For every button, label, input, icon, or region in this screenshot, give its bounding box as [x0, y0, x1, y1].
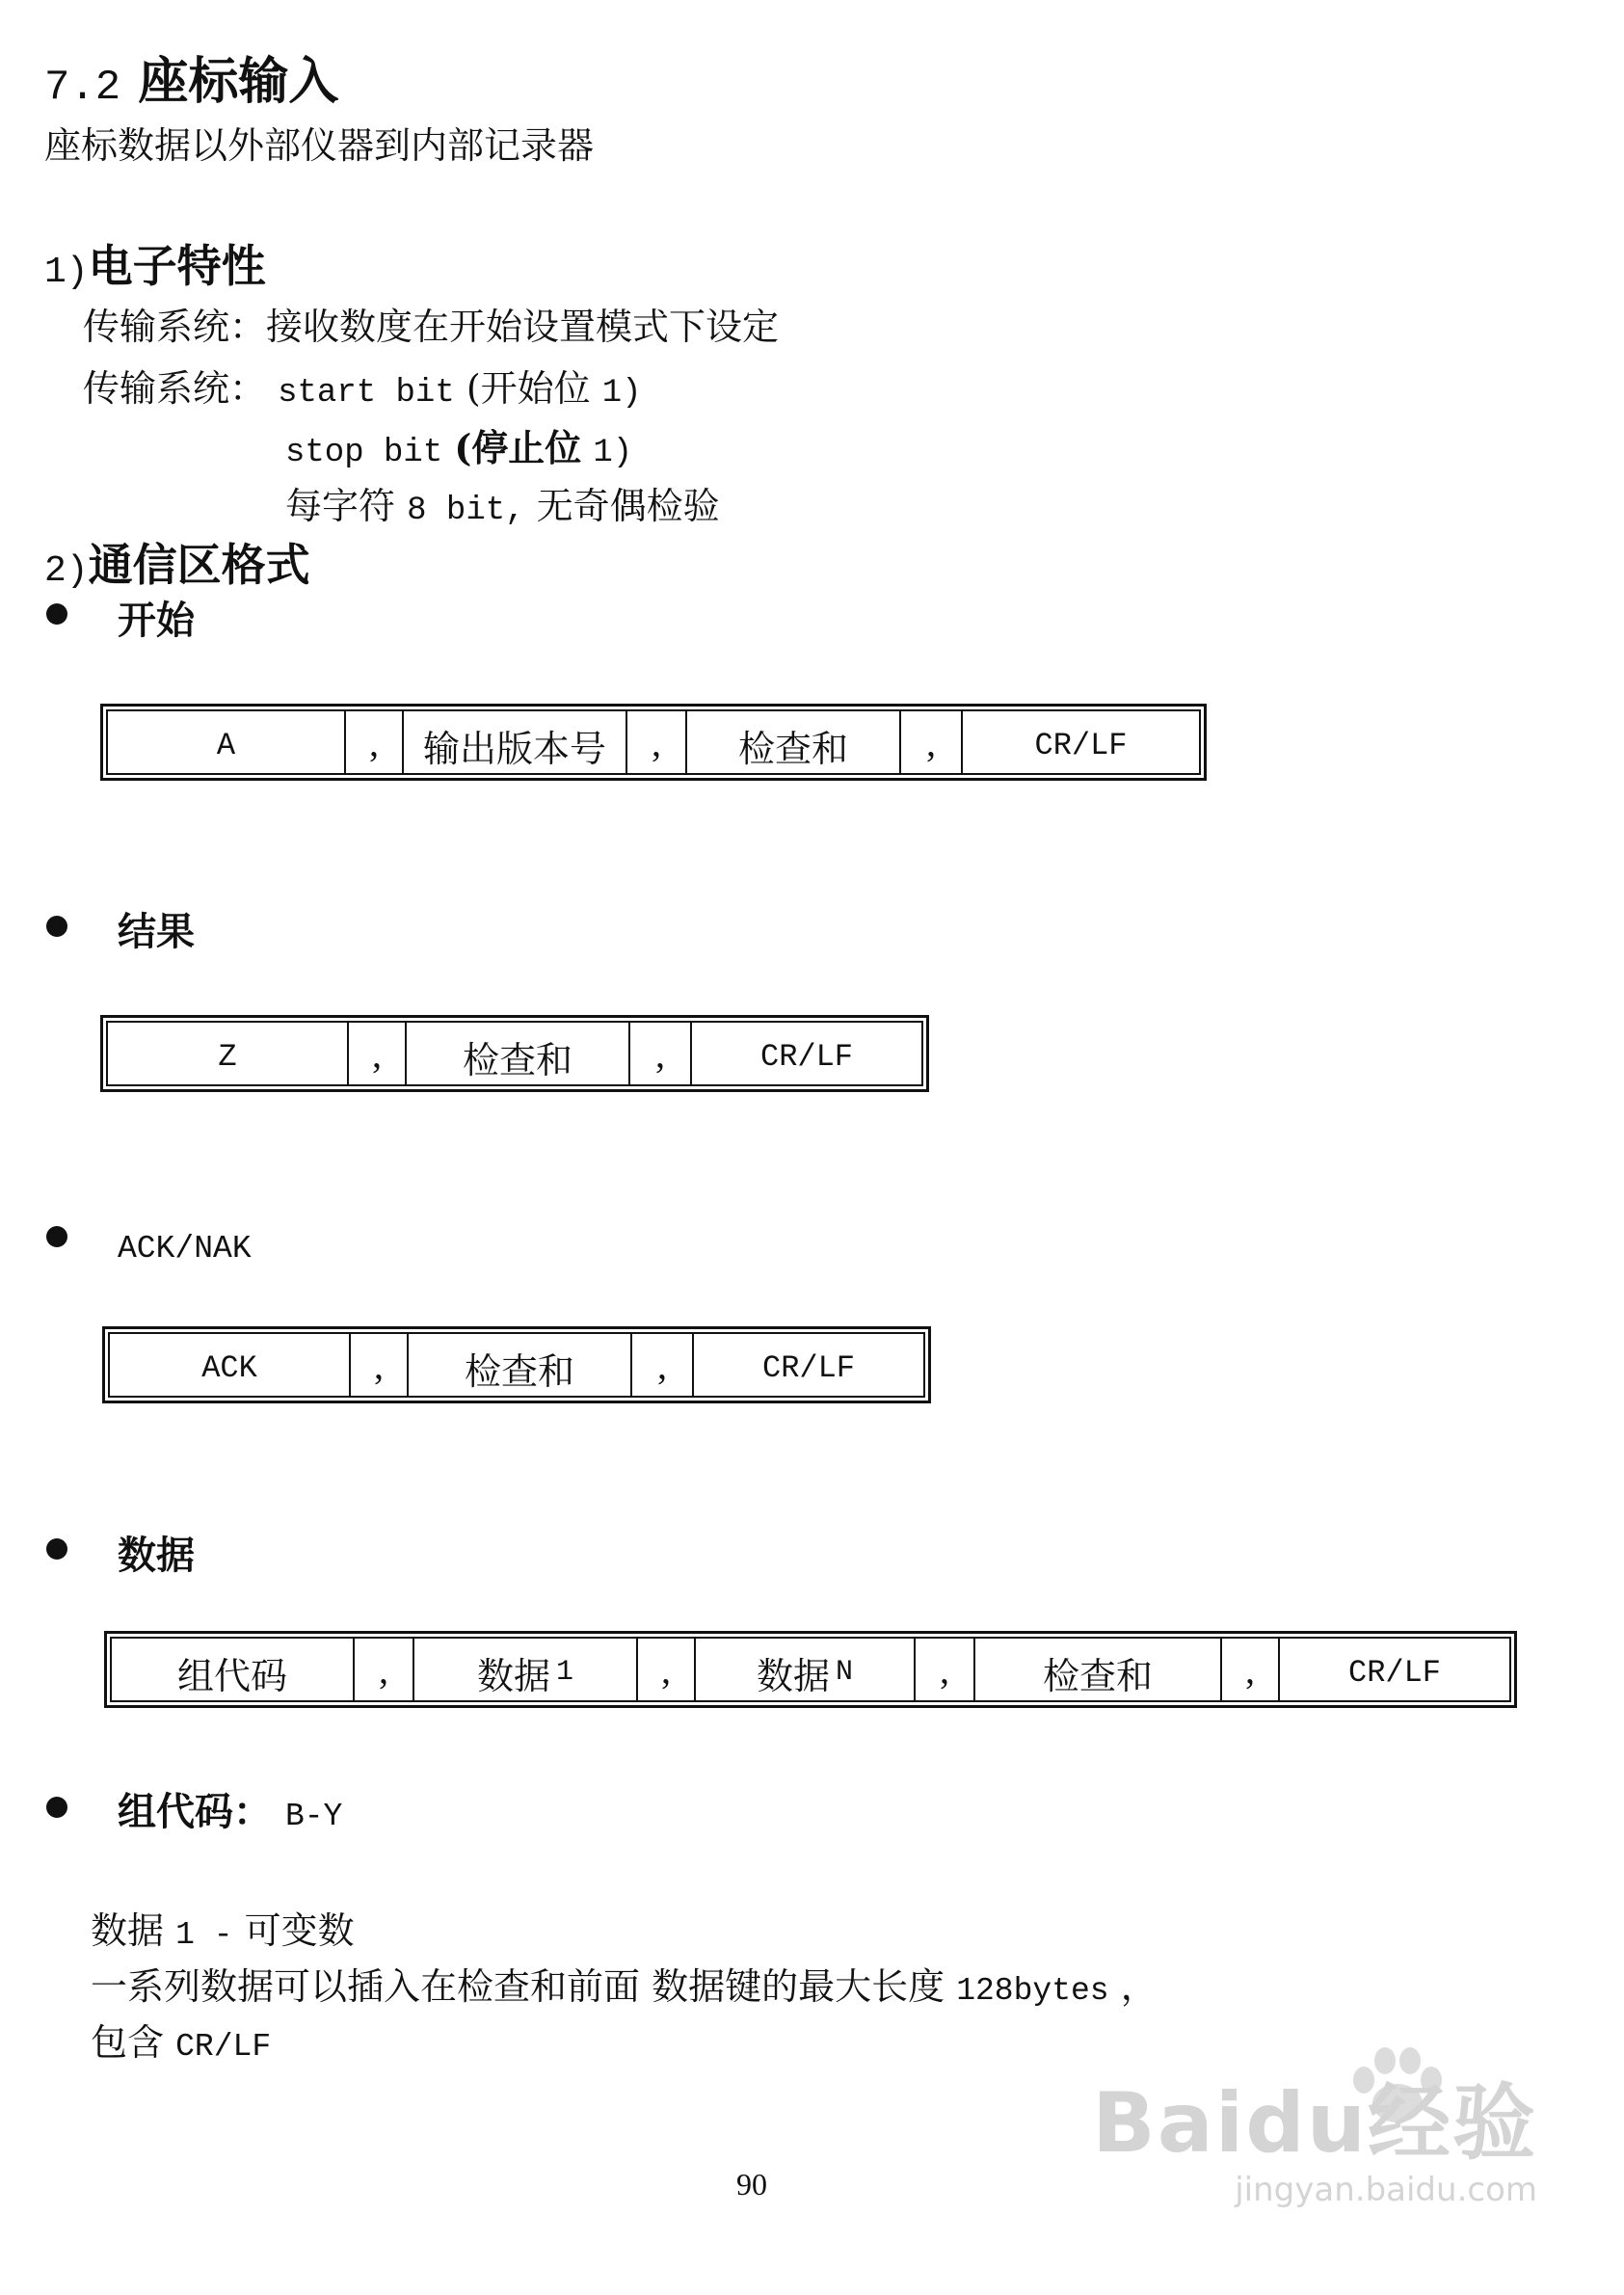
line4-b: 无奇偶检验 — [536, 485, 720, 527]
para-l2-mono: 128bytes — [956, 1973, 1109, 2009]
para-l1-mono: 1 - — [175, 1917, 233, 1953]
frame-cell: 检查和 — [409, 1334, 632, 1396]
frame-cell: 输出版本号 — [404, 711, 627, 773]
section2-number: 2) — [44, 550, 89, 592]
watermark-url: jingyan.baidu.com — [1235, 2171, 1537, 2209]
section1-line4 — [285, 476, 720, 529]
group-label: 组代码： — [118, 1790, 272, 1834]
para-line3 — [91, 2013, 271, 2066]
bullet-dot — [46, 1797, 67, 1818]
para-l1-a: 数据 — [91, 1909, 165, 1952]
line2-label: 传输系统： — [83, 367, 267, 410]
watermark-main: Baidu经验 — [1092, 2075, 1537, 2172]
frame-comma: , — [916, 1639, 975, 1700]
frame-comma: , — [630, 1023, 692, 1084]
section2-text: 通信区格式 — [88, 539, 310, 591]
section1-line1: 传输系统：接收数度在开始设置模式下设定 — [83, 306, 780, 348]
bullet-result-label: 结果 — [118, 910, 195, 954]
bullet-dot — [46, 1538, 67, 1560]
line2-tail: 1) — [601, 375, 642, 412]
frame-ack — [102, 1326, 931, 1403]
frame-cell: CR/LF — [759, 1038, 853, 1075]
dataN-index: N — [836, 1656, 854, 1689]
line2-text: (开始位 — [466, 367, 591, 410]
para-line1 — [91, 1901, 355, 1954]
bullet-start-label: 开始 — [118, 599, 195, 643]
para-l2-a: 一系列数据可以插入在检查和前面 数据键的最大长度 — [91, 1965, 945, 2008]
para-l3-a: 包含 — [91, 2021, 165, 2064]
title-text: 座标输入 — [138, 53, 339, 111]
page-title — [44, 40, 338, 113]
frame-comma: , — [627, 711, 687, 773]
frame-cell: CR/LF — [761, 1349, 855, 1386]
line2-mono: start bit — [278, 375, 455, 412]
line3-mono: stop bit — [285, 435, 443, 471]
section1-number: 1) — [44, 252, 89, 293]
frame-cell: 组代码 — [112, 1639, 355, 1700]
watermark — [1092, 2075, 1537, 2209]
frame-result — [100, 1015, 929, 1092]
frame-cell: CR/LF — [1347, 1654, 1441, 1691]
line4-mono: 8 bit, — [407, 493, 525, 529]
group-value: B-Y — [284, 1799, 343, 1834]
title-number: 7.2 — [44, 64, 121, 112]
bullet-data-label: 数据 — [118, 1534, 195, 1578]
frame-comma: , — [355, 1639, 414, 1700]
para-l1-b: 可变数 — [244, 1909, 355, 1952]
frame-cell: 检查和 — [687, 711, 901, 773]
section1-line2 — [83, 359, 642, 412]
bullet-dot — [46, 916, 67, 937]
section2-heading — [44, 530, 310, 594]
frame-comma: , — [351, 1334, 409, 1396]
frame-comma: , — [638, 1639, 696, 1700]
section1-text: 电子特性 — [88, 240, 266, 292]
page-number: 90 — [736, 2167, 767, 2202]
frame-comma: , — [1222, 1639, 1280, 1700]
bullet-dot — [46, 603, 67, 625]
frame-cell: Z — [108, 1023, 349, 1084]
dataN-label: 数据 — [756, 1654, 830, 1697]
para-l3-mono: CR/LF — [175, 2029, 272, 2065]
frame-comma: , — [349, 1023, 407, 1084]
frame-comma: , — [346, 711, 404, 773]
frame-cell: ACK — [110, 1334, 351, 1396]
frame-cell — [414, 1639, 638, 1700]
line4-a: 每字符 — [285, 485, 396, 527]
frame-comma: , — [632, 1334, 694, 1396]
line3-text: (停止位 — [454, 426, 582, 469]
data1-index: 1 — [556, 1656, 574, 1689]
frame-cell: CR/LF — [1034, 727, 1128, 763]
frame-start — [100, 704, 1207, 781]
frame-cell — [696, 1639, 916, 1700]
bullet-group-label — [118, 1781, 342, 1836]
section1-line3 — [285, 418, 632, 471]
frame-cell: 检查和 — [975, 1639, 1222, 1700]
frame-cell: A — [108, 711, 346, 773]
frame-data — [104, 1631, 1517, 1708]
data1-label: 数据 — [476, 1654, 550, 1697]
bullet-ack-label — [118, 1222, 252, 1267]
bullet-dot — [46, 1226, 67, 1247]
para-line2 — [91, 1957, 1158, 2010]
subtitle: 座标数据以外部仪器到内部记录器 — [44, 124, 595, 167]
section1-heading — [44, 231, 266, 295]
frame-comma: , — [901, 711, 963, 773]
line3-tail: 1) — [593, 435, 633, 471]
frame-cell: 检查和 — [407, 1023, 630, 1084]
para-l2-b: ， — [1120, 1965, 1158, 2008]
ack-nak-text: ACK/NAK — [118, 1231, 252, 1267]
